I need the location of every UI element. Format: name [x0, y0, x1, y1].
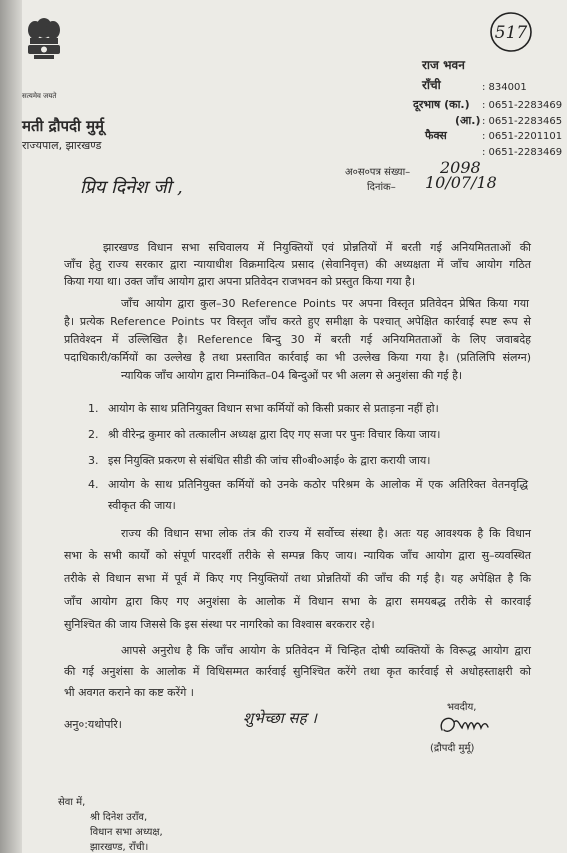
address-pin: : 834001	[482, 82, 527, 93]
recipient-place: झारखण्ड, राँची।	[90, 842, 149, 853]
para2-line3: प्रतिवेश्दन में उल्लिखित है। Reference बिन्दु 30 में बरती गई अनियमितताओं के लिए जवाबदेह	[64, 333, 531, 346]
point-4-text: आयोग के साथ प्रतिनियुक्त कर्मियों को उनके कठोर परिश्रम के आलोक में एक अतिरिक्त वेतनवृद्धि	[108, 478, 528, 491]
recipient-name: श्री दिनेश उराँव,	[90, 812, 148, 823]
para1-line3: किया गया था। उक्त जाँच आयोग द्वारा अपना प्रतिवेदन राजभवन को प्रस्तुत किया गया है।	[64, 275, 416, 288]
para3-line5: सुनिश्चित की जाय जिससे कि इस संस्था पर नागरिको का विश्वास बरकरार रहे।	[64, 618, 375, 631]
recipient-post: विधान सभा अध्यक्ष,	[90, 827, 163, 838]
point-1-text: आयोग के साथ प्रतिनियुक्त विधान सभा कर्मियों को किसी प्रकार से प्रताड़ना नहीं हो।	[108, 402, 439, 415]
date-value: 10/07/18	[425, 173, 497, 192]
para3-line1: राज्य की विधान सभा लोक तंत्र की राज्य में सर्वोच्च संस्था है। अतः यह आवश्यक है कि विधान	[121, 527, 531, 540]
para3-line2: सभा के सभी कार्यों को संपूर्ण पारदर्शी तरीके से सम्पन्न किए जाय। न्यायिक जाँच आयोग द्वारा सु–व्यवस्थित	[64, 549, 531, 562]
para2-line2: है। प्रत्येक Reference Points पर विस्तृत जाँच करते हुए समीक्षा के पश्चात् अपेक्षित कार्रवाई स्पष्ट रूप से	[64, 315, 531, 328]
ref-label: अ०स०पत्र संख्या–	[345, 167, 411, 178]
point-2-number: 2.	[88, 428, 99, 441]
signature	[436, 712, 494, 738]
address-line1: राज भवन	[422, 58, 465, 72]
enclosure-note: अनु०:यथोपरि।	[64, 718, 122, 731]
point-2-text: श्री वीरेन्द्र कुमार को तत्कालीन अध्यक्ष द्वारा दिए गए सजा पर पुनः विचार किया जाय।	[108, 428, 441, 441]
para1-line1: झारखण्ड विधान सभा सचिवालय में नियुक्तियों एवं प्रोन्नतियों में बरती गई अनियमितताओं की	[103, 241, 531, 254]
state-emblem-icon	[20, 12, 68, 92]
ref-number: 2098	[440, 158, 481, 177]
point-3-number: 3.	[88, 454, 99, 467]
inward-number-stamp	[488, 10, 534, 54]
fax-label: फैक्स	[425, 129, 447, 142]
sender-name: मती द्रौपदी मुर्मू	[22, 117, 105, 135]
inward-number: 517	[494, 23, 528, 43]
para2-line4: पदाधिकारी/कर्मियों का उल्लेख है तथा प्रस्तावित कार्रवाई का भी उल्लेख किया गया है। (प्रतिलिपि संलग्न)	[64, 351, 531, 364]
para3-line4: जाँच आयोग द्वारा किए गए अनुशंसा के आलोक में विधान सभा के द्वारा समयबद्ध तरीके से कारवाई	[64, 595, 531, 608]
para2-line5: न्यायिक जाँच आयोग द्वारा निम्नांकित–04 बिन्दुओं पर भी अलग से अनुशंसा की गई है।	[121, 369, 463, 382]
signatory-name: (द्रौपदी मुर्मू)	[430, 743, 475, 754]
sender-designation: राज्यपाल, झारखण्ड	[22, 139, 102, 152]
salutation: प्रिय दिनेश जी ,	[80, 177, 183, 198]
para4-line2: की गई अनुशंसा के आलोक में विधिसम्मत कार्रवाई सुनिश्चित करेंगे तथा कृत कार्रवाई से अधोहस्ताक्षरी को	[64, 665, 531, 678]
date-label: दिनांक–	[367, 182, 396, 193]
fax-2: : 0651-2283469	[482, 147, 563, 158]
para2-line1: जाँच आयोग द्वारा कुल–30 Reference Points पर अपना विस्तृत प्रतिवेदन प्रेषित किया गया	[121, 297, 529, 310]
phone-label: दूरभाष (का.)	[413, 98, 470, 111]
phone-office: : 0651-2283469	[482, 100, 563, 111]
point-1-number: 1.	[88, 402, 99, 415]
point-4-text-cont: स्वीकृत की जाय।	[108, 499, 176, 512]
point-3-text: इस नियुक्ति प्रकरण से संबंधित सीडी की जांच सी०बी०आई० के द्वारा करायी जाय।	[108, 454, 431, 467]
recipient-to: सेवा में,	[58, 797, 86, 808]
address-line2: राँची	[422, 78, 441, 92]
para1-line2: जाँच हेतु राज्य सरकार द्वारा न्यायाधीश विक्रमादित्य प्रसाद (सेवानिवृत्त) की अध्यक्षता में जाँच आयोग गठित	[64, 258, 531, 271]
fax-1: : 0651-2201101	[482, 131, 563, 142]
handwritten-greeting: शुभेच्छा सह ।	[243, 709, 317, 727]
phone-res: : 0651-2283465	[482, 116, 563, 127]
para4-line1: आपसे अनुरोध है कि जाँच आयोग के प्रतिवेदन में चिन्हित दोषी व्यक्तियों के विरूद्ध आयोग द्वारा	[121, 644, 531, 657]
phone-res-label: (आ.)	[455, 114, 481, 127]
yours-truly: भवदीय,	[447, 702, 477, 713]
emblem-motto: सत्यमेव जयते	[22, 92, 57, 100]
page-edge-shadow	[0, 0, 22, 853]
para3-line3: तरीके से विधान सभा में पूर्व में किए गए नियुक्तियों तथा प्रोन्नतियों की जाँच की गई है। यह अपेक्षित है कि	[64, 572, 531, 585]
point-4-number: 4.	[88, 478, 99, 491]
para4-line3: भी अवगत कराने का कष्ट करेंगे ।	[64, 686, 194, 699]
